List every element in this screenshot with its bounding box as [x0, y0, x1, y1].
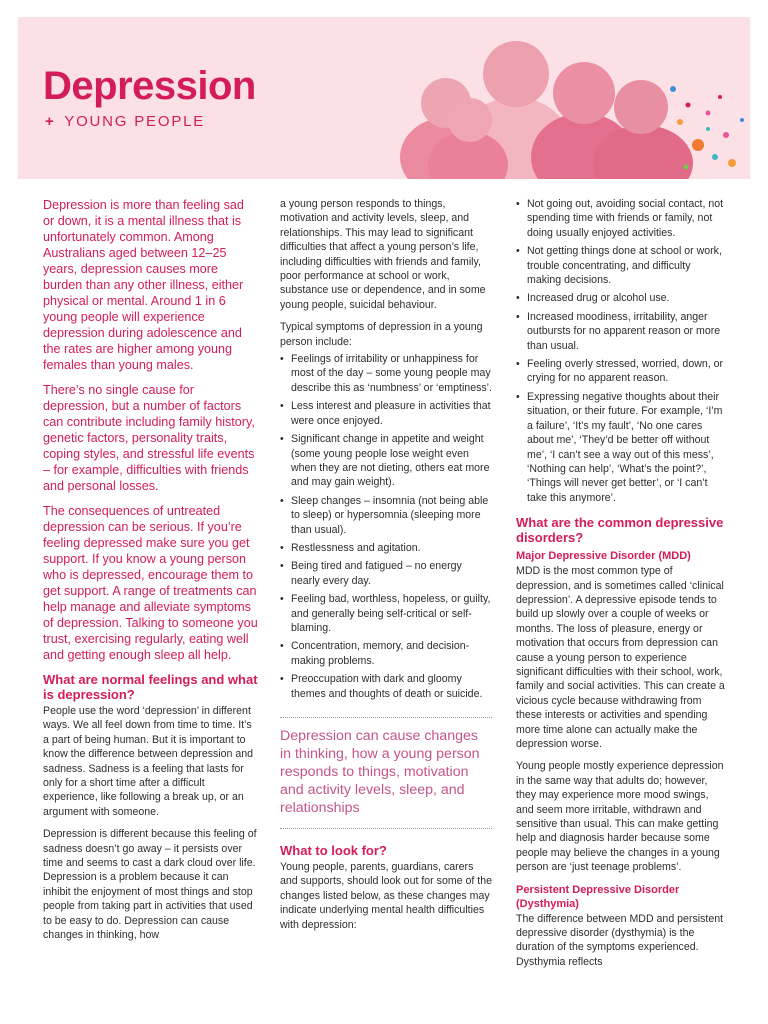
- bullet: •: [516, 292, 520, 305]
- body-paragraph: a young person responds to things, motivation and activity levels, sleep, and relationships. This may lead to significant difficulties that affect a young person’s life, including difficulties with friends and family, poor performance at school or work, substance use or dependence, and in some young people, suicidal behaviour.: [280, 198, 486, 311]
- people-illustration: [18, 17, 750, 179]
- symptoms-list: [280, 352, 492, 701]
- body-paragraph: Young people mostly experience depression in the same way that adults do; however, they may experience more mood swings, and seem more irritable, withdrawn and sensitive than usual. This can make getting help and diagnosis harder because some people may believe the changes in a young person are ‘just teenage problems’.: [516, 760, 724, 874]
- list-item: [516, 197, 726, 240]
- subtitle-plus: +: [45, 113, 56, 130]
- list-item-text: Concentration, memory, and decision-making problems.: [291, 640, 470, 667]
- bullet: •: [280, 640, 284, 653]
- subheading-mdd: Major Depressive Disorder (MDD): [516, 550, 691, 563]
- symptoms-intro: Typical symptoms of depression in a young person include:: [280, 321, 483, 348]
- list-item: [280, 592, 492, 635]
- bullet: •: [280, 593, 284, 606]
- body-paragraph: The difference between MDD and persistent depressive disorder (dysthymia) is the duration of the symptoms experienced. Dysthymia reflects: [516, 912, 724, 968]
- list-item: [280, 494, 492, 537]
- bullet: •: [280, 560, 284, 573]
- bullet: •: [516, 245, 520, 258]
- lead-paragraph: There’s no single cause for depression, but a number of factors can contribute including family history, genetic factors, personality traits, coping styles, and stressful life events – for example, difficulties with friends and personal losses.: [43, 383, 255, 493]
- section-heading-common-disorders: What are the common depressive disorders?: [516, 515, 724, 546]
- list-item-text: Restlessness and agitation.: [291, 541, 421, 554]
- pull-quote: Depression can cause changes in thinking, how a young person responds to things, motivation and activity levels, sleep, and relationships: [280, 717, 492, 829]
- column-3: [516, 197, 726, 1017]
- list-item: [280, 541, 492, 555]
- bullet: •: [516, 310, 520, 323]
- list-item-text: Being tired and fatigued – no energy nearly every day.: [291, 560, 462, 587]
- bullet: •: [516, 390, 520, 403]
- page-header: [18, 17, 750, 179]
- list-item-text: Feeling bad, worthless, hopeless, or guilty, and generally being self-critical or self-blaming.: [291, 593, 491, 634]
- subtitle-text: YOUNG PEOPLE: [64, 113, 206, 130]
- list-item: [516, 244, 726, 287]
- list-item-text: Expressing negative thoughts about their situation, or their future. For example, ‘I’m a failure’, ‘It’s my fault’, ‘No one cares about me’, ‘They’d be better off without me’, ‘I can’t see a way out of this mess’, ‘Nothing can help’, ‘What’s the point?’, ‘Things will never get better’, or ‘I can’t take this anymore’.: [527, 390, 723, 504]
- bullet: •: [280, 353, 284, 366]
- list-item: [516, 310, 726, 353]
- list-item-text: Preoccupation with dark and gloomy themes and thoughts of death or suicide.: [291, 673, 483, 700]
- subheading-pdd: Persistent Depressive Disorder (Dysthymia): [516, 883, 680, 910]
- list-item: [280, 559, 492, 588]
- list-item-text: Sleep changes – insomnia (not being able to sleep) or hypersomnia (sleeping more than usual).: [291, 494, 489, 536]
- list-item-text: Not getting things done at school or work, trouble concentrating, and difficulty making decisions.: [527, 245, 722, 287]
- list-item: [280, 399, 492, 428]
- list-item-text: Increased drug or alcohol use.: [527, 292, 670, 305]
- body-paragraph: Young people, parents, guardians, carers and supports, should look out for some of the changes listed below, as these changes may indicate underlying mental health difficulties with depression:: [280, 861, 492, 931]
- list-item: [280, 639, 492, 668]
- bullet: •: [280, 400, 284, 413]
- body-paragraph: People use the word ‘depression’ in different ways. We all feel down from time to time. It’s a part of being human. But it is important to know the difference between depression and sadness. Sadness is a feeling that lasts for only for a short time after a difficult experience, like following a break up, or an argument with someone.: [43, 705, 254, 818]
- page-title: Depression: [43, 64, 256, 108]
- column-1: [43, 197, 258, 1017]
- lead-paragraph: Depression is more than feeling sad or down, it is a mental illness that is unfortunately common. Among Australians aged between 12–25 years, depression causes more burden than any other illness, either physical or mental. Around 1 in 6 young people will experience depression during adolescence and the rates are higher among young females than young males.: [43, 198, 244, 372]
- list-item-text: Increased moodiness, irritability, anger outbursts for no apparent reason or more than usual.: [527, 310, 721, 352]
- list-item: [516, 291, 726, 305]
- bullet: •: [516, 198, 520, 210]
- bullet: •: [516, 358, 520, 371]
- lead-paragraph: The consequences of untreated depression can be serious. If you’re feeling depressed make sure you get support. If you know a young person who is depressed, encourage them to get support. A range of treatments can help manage and alleviate symptoms of depression. Talking to someone you trust, exercising regularly, eating well and getting enough sleep all help.: [43, 504, 258, 662]
- list-item: [516, 357, 726, 386]
- bullet: •: [280, 673, 284, 686]
- changes-list: [516, 197, 726, 505]
- body-paragraph: MDD is the most common type of depression, and is sometimes called ‘clinical depression’. A depressive episode tends to build up slowly over a couple of weeks or months. The loss of pleasure, energy or motivation that occurs from depression can cause a young person to experience significant difficulties with their school, work, family and social activities. This can create a vicious cycle because withdrawing from these interests or activities and spending more time alone can actually make the depression worse.: [516, 565, 725, 750]
- list-item-text: Feeling overly stressed, worried, down, or crying for no apparent reason.: [527, 358, 724, 385]
- bullet: •: [280, 494, 284, 507]
- list-item: [280, 352, 492, 395]
- section-heading-normal-feelings: What are normal feelings and what is depression?: [43, 672, 258, 702]
- body-paragraph: Depression is different because this feeling of sadness doesn’t go away – it persists over time and seems to cast a dark cloud over life. Depression is a problem because it can inhibit the enjoyment of most things and stop people from taking part in activities that used to be easy to do. Depression can cause changes in thinking, how: [43, 828, 257, 942]
- list-item: [280, 672, 492, 701]
- bullet: •: [280, 433, 284, 446]
- list-item-text: Significant change in appetite and weight (some young people lose weight even when they are not dieting, others eat more and may gain weight).: [291, 433, 490, 489]
- list-item-text: Feelings of irritability or unhappiness for most of the day – some young people may describe this as ‘numbness’ or ‘emptiness’.: [291, 353, 492, 394]
- section-heading-what-to-look-for: What to look for?: [280, 843, 387, 858]
- list-item: [516, 390, 726, 505]
- column-2: [280, 197, 492, 1017]
- list-item-text: Less interest and pleasure in activities that were once enjoyed.: [291, 400, 491, 427]
- bullet: •: [280, 541, 284, 554]
- list-item: [280, 432, 492, 490]
- list-item-text: Not going out, avoiding social contact, not spending time with friends or family, not doing usually enjoyed activities.: [527, 198, 724, 239]
